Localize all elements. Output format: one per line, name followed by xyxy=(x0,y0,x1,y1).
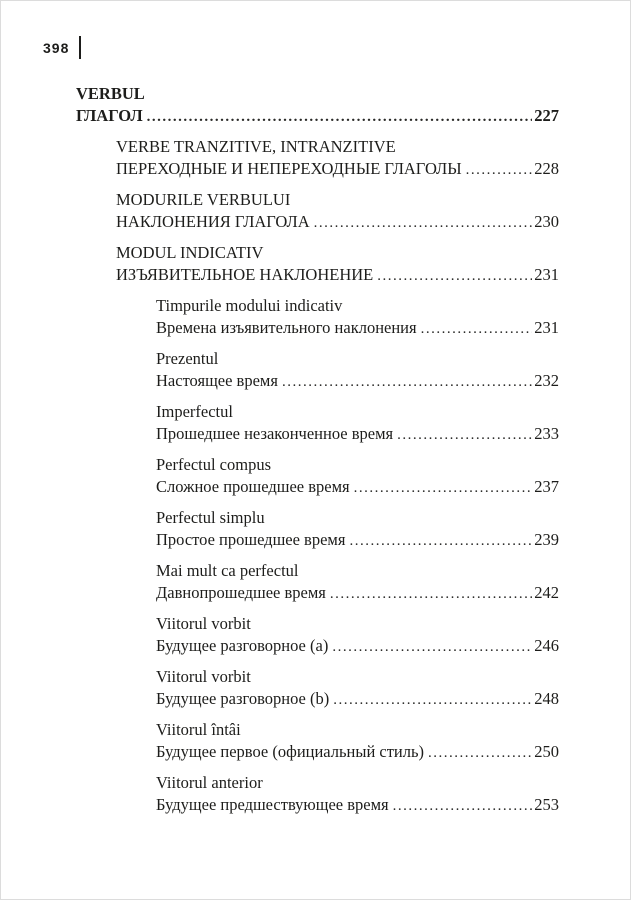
toc-entry-page-number: 248 xyxy=(534,689,559,708)
dot-leader xyxy=(421,317,533,340)
toc-entry xyxy=(76,136,559,181)
toc-entry-title-russian: Настоящее время xyxy=(156,371,278,390)
toc-entry-title-romanian: Viitorul vorbit xyxy=(156,614,251,633)
toc-entry-page-number: 246 xyxy=(534,636,559,655)
toc-entry-page-number: 253 xyxy=(534,795,559,814)
dot-leader xyxy=(466,158,533,181)
toc-entry-title-russian: Будущее предшествующее время xyxy=(156,795,389,814)
toc-entry xyxy=(76,295,559,340)
toc-entry xyxy=(76,401,559,446)
toc-entry-page-number: 242 xyxy=(534,583,559,602)
toc-entry-page-number: 250 xyxy=(534,742,559,761)
toc-entry-line-russian xyxy=(116,158,559,181)
dot-leader xyxy=(349,529,532,552)
toc-entry-page-number: 237 xyxy=(534,477,559,496)
dot-leader xyxy=(333,688,532,711)
toc-entry-title-romanian: VERBUL xyxy=(76,84,145,103)
toc-entry xyxy=(76,242,559,287)
toc-entry-title-russian: НАКЛОНЕНИЯ ГЛАГОЛА xyxy=(116,212,310,231)
toc-entry xyxy=(76,348,559,393)
dot-leader xyxy=(147,105,533,128)
toc-entry-line-russian xyxy=(156,635,559,658)
toc-entry xyxy=(76,772,559,817)
toc-entry-title-romanian: VERBE TRANZITIVE, INTRANZITIVE xyxy=(116,137,396,156)
toc-entry xyxy=(76,613,559,658)
toc-entry-line-russian xyxy=(156,317,559,340)
toc-entry xyxy=(76,454,559,499)
toc-entry-title-russian: Давнопрошедшее время xyxy=(156,583,326,602)
dot-leader xyxy=(393,794,533,817)
toc-entry-line-russian xyxy=(156,741,559,764)
toc-entry-title-romanian: Viitorul vorbit xyxy=(156,667,251,686)
toc-entry-title-russian: Будущее разговорное (b) xyxy=(156,689,330,708)
toc-entry-title-romanian: Imperfectul xyxy=(156,402,233,421)
toc-entry-line-russian xyxy=(156,529,559,552)
toc-entry-title-romanian: Prezentul xyxy=(156,349,219,368)
dot-leader xyxy=(332,635,532,658)
toc-entry xyxy=(76,666,559,711)
toc-entry-page-number: 233 xyxy=(534,424,559,443)
toc-entry-title-romanian: Mai mult ca perfectul xyxy=(156,561,299,580)
toc-entry-title-romanian: Perfectul compus xyxy=(156,455,272,474)
toc-entry xyxy=(76,83,559,128)
toc-entry-title-russian: Сложное прошедшее время xyxy=(156,477,350,496)
toc-entry-page-number: 231 xyxy=(534,265,559,284)
toc-entry-line-russian xyxy=(156,688,559,711)
toc-entry-line-russian xyxy=(156,794,559,817)
toc-entry-title-romanian: Viitorul anterior xyxy=(156,773,263,792)
dot-leader xyxy=(377,264,532,287)
dot-leader xyxy=(314,211,533,234)
folio-page-number: 398 xyxy=(43,39,70,56)
toc-entry-line-russian xyxy=(116,211,559,234)
toc-entry-title-russian: Прошедшее незаконченное время xyxy=(156,424,394,443)
toc-entry-page-number: 231 xyxy=(534,318,559,337)
toc-entry-title-russian: Будущее разговорное (a) xyxy=(156,636,329,655)
toc-entry-page-number: 228 xyxy=(534,159,559,178)
toc-entry-page-number: 227 xyxy=(534,106,559,125)
toc-entry-line-russian xyxy=(156,423,559,446)
toc-entry-line-russian xyxy=(116,264,559,287)
toc-entry-page-number: 230 xyxy=(534,212,559,231)
toc-entry xyxy=(76,719,559,764)
toc-list xyxy=(76,83,559,825)
toc-entry-title-romanian: Timpurile modului indicativ xyxy=(156,296,343,315)
toc-entry-title-russian: ИЗЪЯВИТЕЛЬНОЕ НАКЛОНЕНИЕ xyxy=(116,265,374,284)
toc-entry-line-russian xyxy=(156,370,559,393)
toc-entry-page-number: 232 xyxy=(534,371,559,390)
toc-entry-title-romanian: MODURILE VERBULUI xyxy=(116,190,291,209)
toc-entry-title-russian: ПЕРЕХОДНЫЕ И НЕПЕРЕХОДНЫЕ ГЛАГОЛЫ xyxy=(116,159,462,178)
toc-entry-title-romanian: MODUL INDICATIV xyxy=(116,243,264,262)
header-divider-rule xyxy=(79,36,81,59)
dot-leader xyxy=(397,423,532,446)
toc-entry-line-russian xyxy=(156,476,559,499)
toc-entry xyxy=(76,560,559,605)
dot-leader xyxy=(330,582,532,605)
toc-entry-title-russian: ГЛАГОЛ xyxy=(76,106,143,125)
dot-leader xyxy=(282,370,532,393)
toc-entry xyxy=(76,507,559,552)
toc-entry-line-russian xyxy=(76,105,559,128)
toc-entry-line-russian xyxy=(156,582,559,605)
toc-entry-title-russian: Будущее первое (официальный стиль) xyxy=(156,742,425,761)
dot-leader xyxy=(428,741,532,764)
dot-leader xyxy=(354,476,533,499)
toc-entry-page-number: 239 xyxy=(534,530,559,549)
running-header xyxy=(43,36,81,59)
toc-entry-title-russian: Простое прошедшее время xyxy=(156,530,346,549)
toc-entry-title-romanian: Perfectul simplu xyxy=(156,508,265,527)
toc-entry xyxy=(76,189,559,234)
toc-entry-title-russian: Времена изъявительного наклонения xyxy=(156,318,417,337)
toc-entry-title-romanian: Viitorul întâi xyxy=(156,720,241,739)
